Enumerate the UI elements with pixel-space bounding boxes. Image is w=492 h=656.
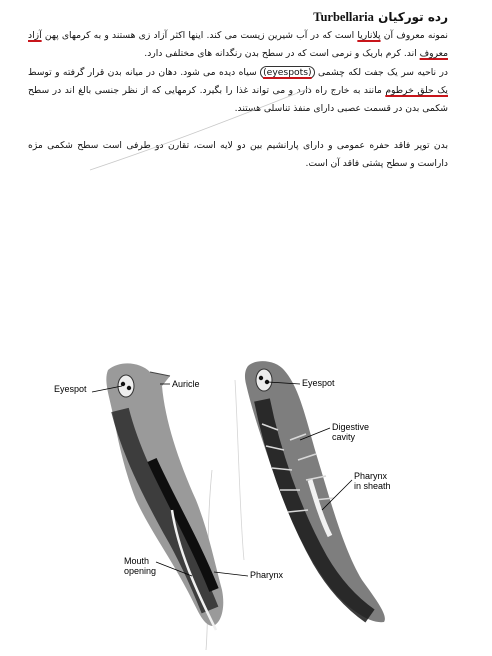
- paragraph-body: بدن توپر فاقد حفره عمومی و دارای پارانشیم بین دو لایه است، تقارن دو طرفی است سطح شکمی مژه داراست و سطح پشتی فاقد آن است.: [28, 140, 448, 170]
- label-pharynx-sheath: Pharynx in sheath: [354, 471, 391, 491]
- p2-text-2: سیاه دیده می شود. دهان در میانه بدن قرار گرفته و توسط: [28, 67, 261, 78]
- label-eyespot-right: Eyespot: [302, 378, 335, 388]
- heading-persian: رده تورکیان: [378, 10, 448, 24]
- famous-term: آزاد معروف: [28, 30, 448, 60]
- p2-text-1: در ناحیه سر یک جفت لکه چشمی: [314, 67, 448, 78]
- label-digestive-cavity: Digestive cavity: [332, 422, 370, 442]
- p1-text-2: است که در آب شیرین زیست می کند. اینها اکثر آزاد زی هستند و به کرمهای پهن: [41, 30, 358, 41]
- label-mouth-opening: Mouth opening: [124, 556, 157, 576]
- right-worm: [245, 361, 385, 622]
- planaria-figure: [0, 340, 492, 656]
- label-auricle: Auricle: [172, 379, 200, 389]
- pharynx-term: یک حلق خرطوم: [385, 85, 448, 97]
- label-eyespot-left: Eyespot: [54, 384, 87, 394]
- heading-latin: Turbellaria: [313, 10, 374, 24]
- planaria-term: پلاناریا: [357, 30, 381, 41]
- p2-text-3: مانند به خارج راه دارد و می تواند غذا را بگیرد. کرمهایی که از نظر جنسی بالغ اند در سطح شکمی بدن در قسمت عصبی دارای منفذ تناسلی هستند.: [28, 85, 448, 115]
- left-worm: [106, 363, 223, 630]
- eyespots-term: (eyespots): [260, 66, 315, 79]
- label-pharynx-left: Pharynx: [250, 570, 284, 580]
- p1-text-1: نمونه معروف آن: [380, 30, 448, 41]
- p1-text-3: اند. کرم باریک و نرمی است که در سطح بدن رنگدانه های مختلفی دارد.: [144, 48, 420, 60]
